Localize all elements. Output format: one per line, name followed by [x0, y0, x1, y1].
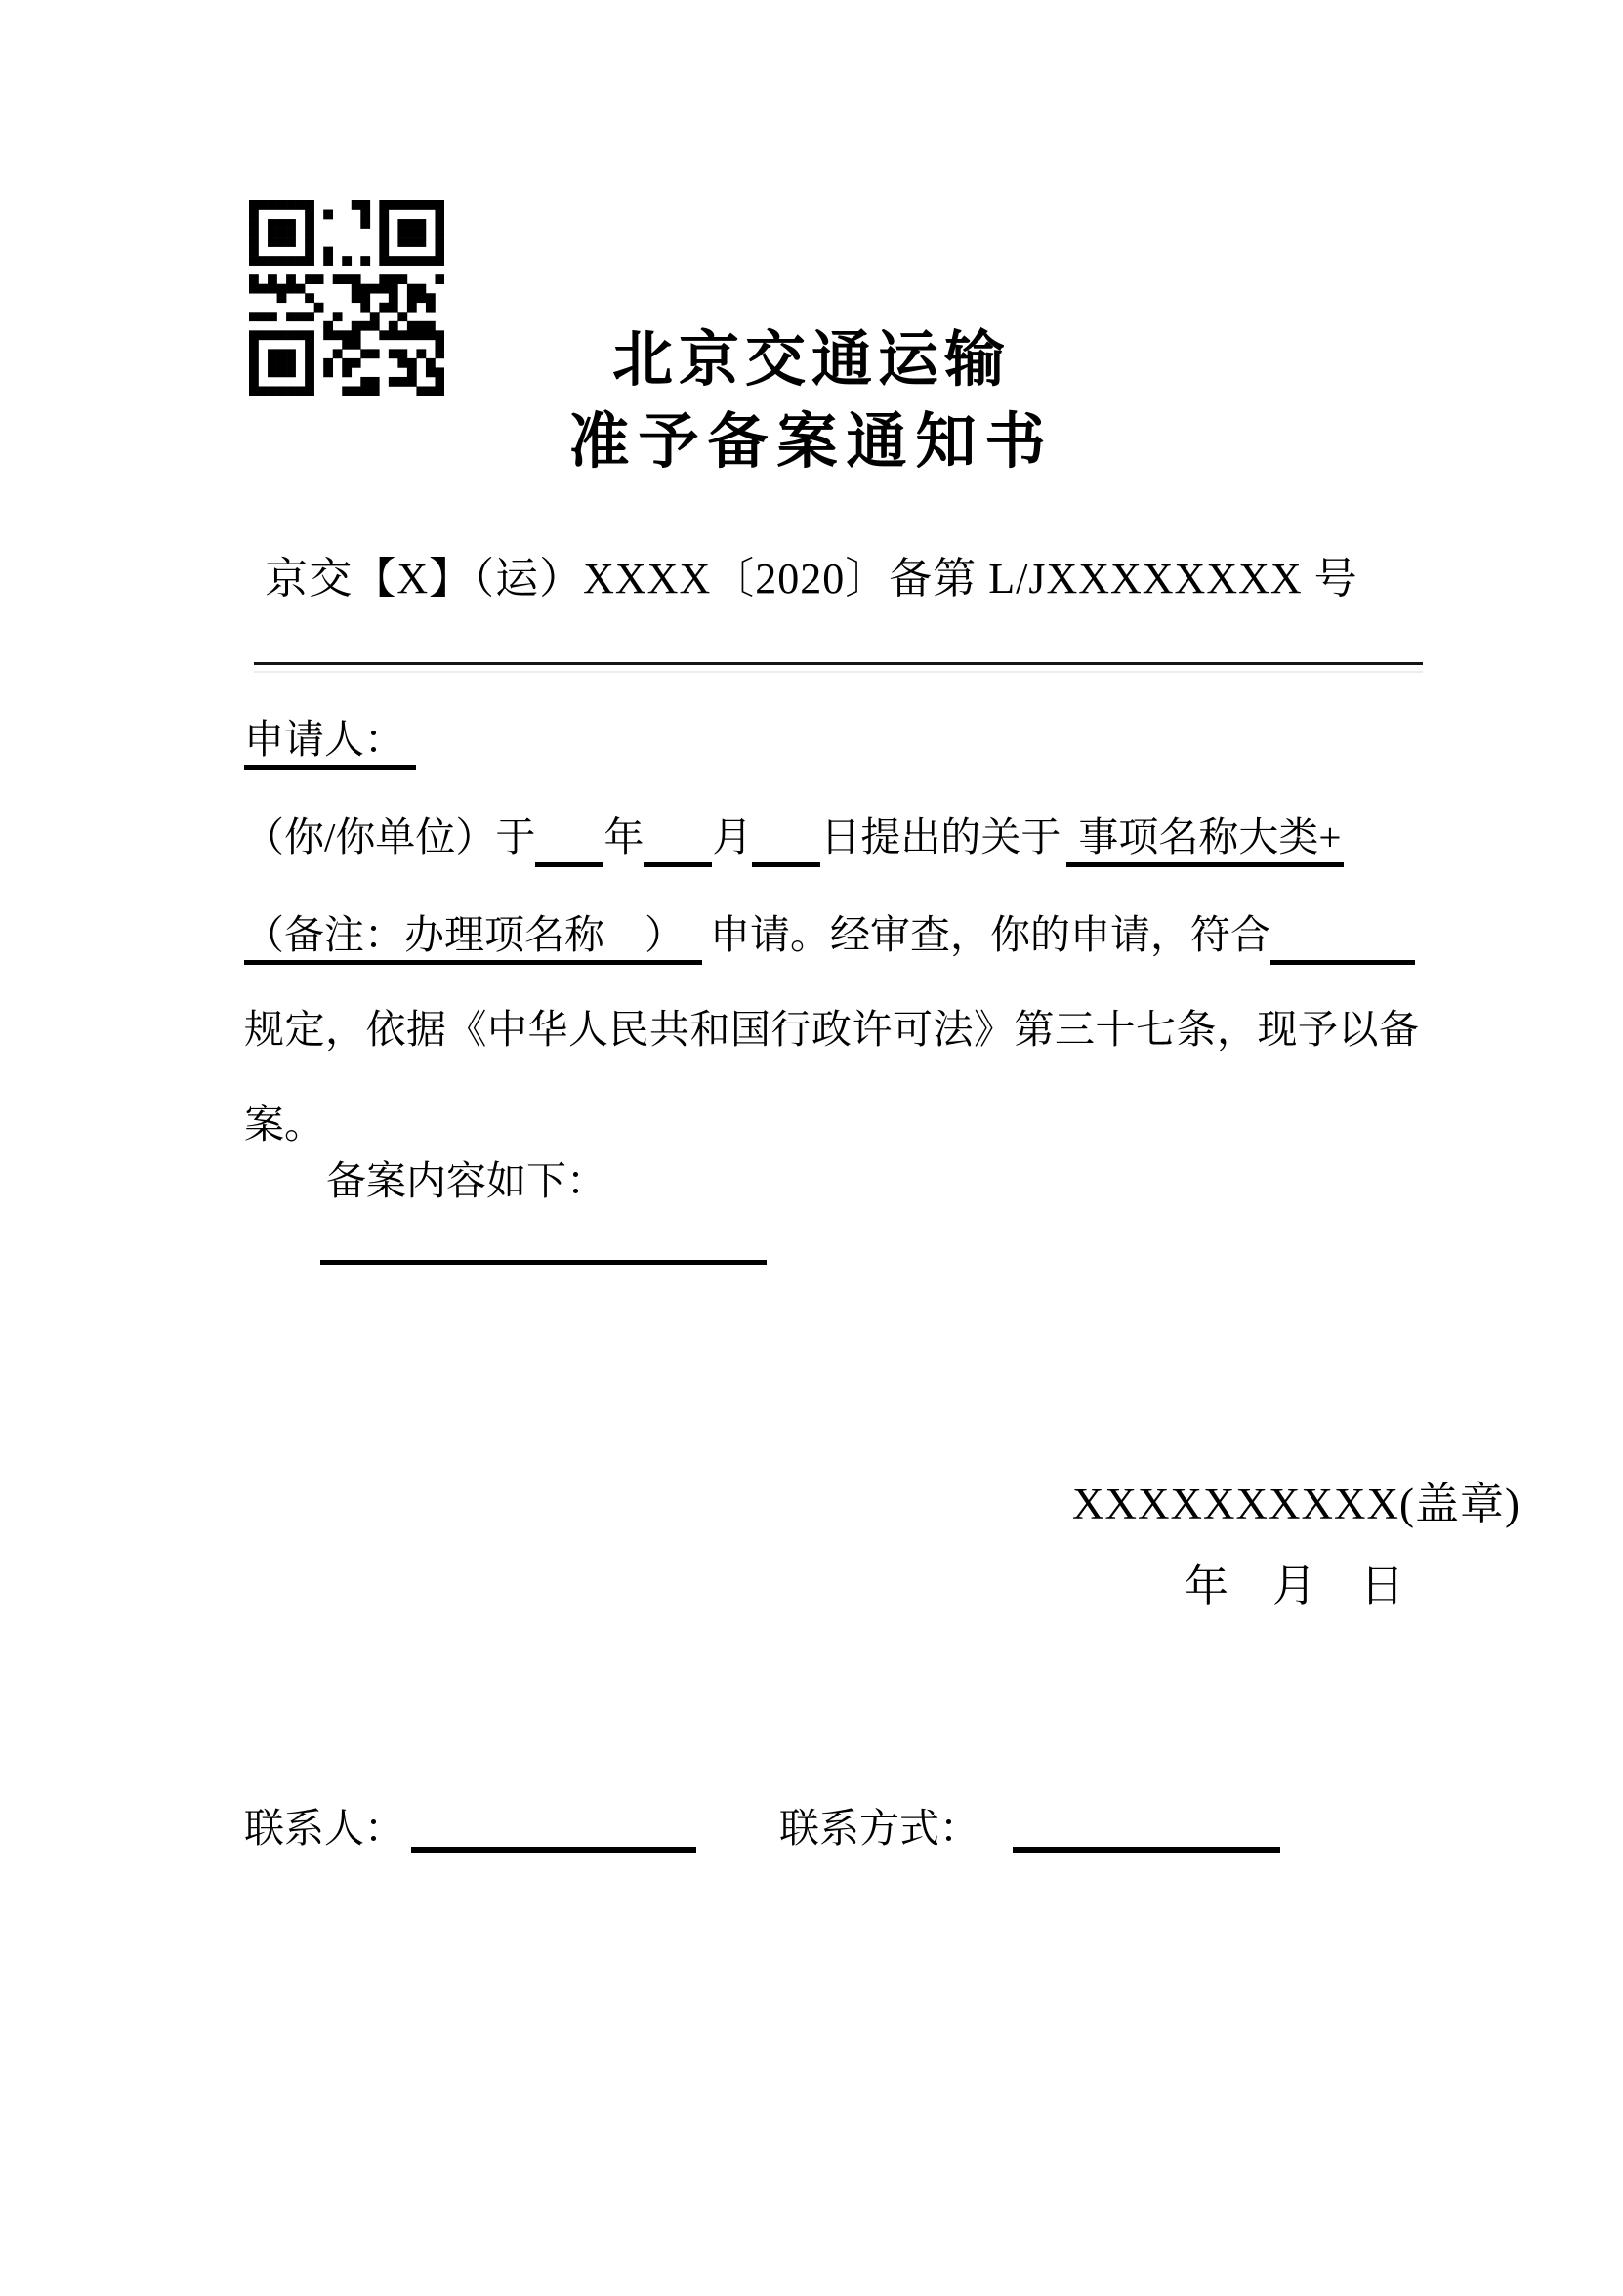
contact-method-blank-field	[1013, 1800, 1280, 1853]
applicant-line	[244, 716, 416, 770]
document-number: 京交【X】（运）XXXX〔2020〕备第 L/JXXXXXXXX 号	[265, 555, 1358, 603]
header-divider-line	[254, 662, 1423, 665]
line3-text: 申请。经审查，你的申请，符合	[710, 912, 1270, 957]
matter-name-filled: 事项名称大类+	[1066, 814, 1343, 867]
filing-content-label: 备案内容如下：	[326, 1158, 606, 1203]
month-label: 月	[712, 814, 753, 859]
legal-basis-line: 规定，依据《中华人民共和国行政许可法》第三十七条，现予以备	[244, 1007, 1420, 1052]
contact-method-label: 联系方式：	[779, 1806, 979, 1851]
contact-method-row	[779, 1800, 1280, 1853]
document-title-line2: 准予备案通知书	[568, 409, 1055, 476]
comply-blank-field	[1270, 919, 1415, 965]
note-segment: （备注：办理项名称 ）	[244, 911, 702, 965]
contact-person-label: 联系人：	[244, 1806, 404, 1851]
document-title-line1: 北京交通运输	[611, 327, 1011, 394]
day-blank-field	[752, 821, 820, 867]
day-segment: 日提出的关于	[820, 814, 1061, 859]
note-review-line	[244, 911, 1415, 965]
year-blank-field	[535, 821, 603, 867]
issuer-seal-line: XXXXXXXXXX(盖章)	[1072, 1480, 1520, 1528]
line2-prefix: （你/你单位）于	[244, 814, 536, 859]
legal-basis-line-end: 案。	[244, 1102, 324, 1147]
contact-person-row	[244, 1800, 696, 1853]
application-date-line	[244, 814, 1344, 867]
applicant-label: 申请人：	[244, 716, 416, 770]
month-blank-field	[644, 821, 712, 867]
issue-date-line: 年 月 日	[1185, 1562, 1405, 1610]
header-divider-shadow	[254, 671, 1423, 673]
filing-content-blank-rule	[320, 1260, 767, 1265]
year-label: 年	[603, 814, 645, 859]
contact-person-blank-field	[411, 1800, 696, 1853]
